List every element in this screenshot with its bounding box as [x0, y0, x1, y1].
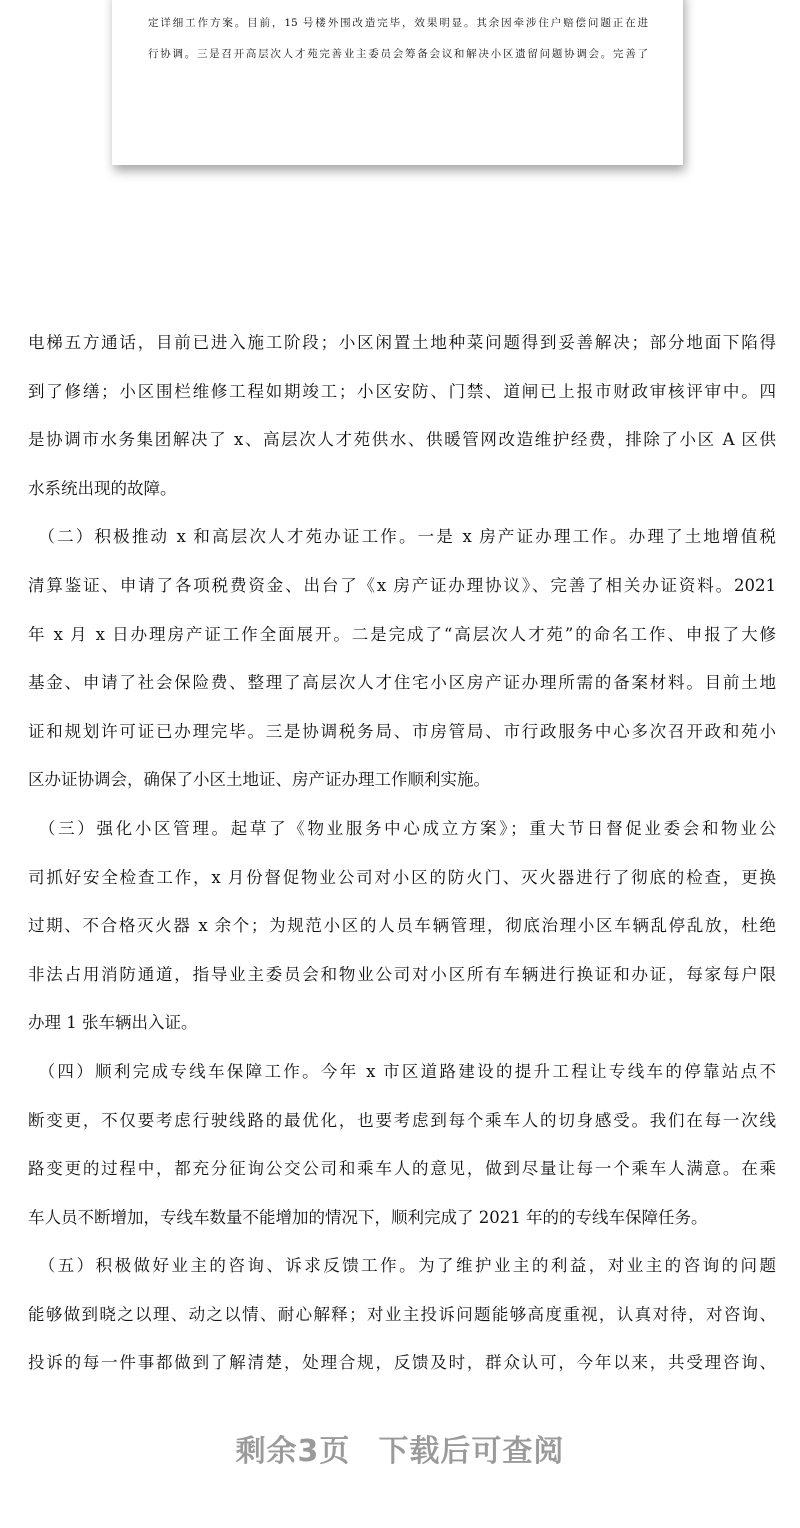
text-line: 年 x 月 x 日办理房产证工作全面展开。二是完成了“高层次人才苑”的命名工作、申报了大修 — [28, 624, 776, 644]
text-line: （五）积极做好业主的咨询、诉求反馈工作。为了维护业主的利益，对业主的咨询的问题 — [28, 1256, 776, 1276]
paragraph — [28, 805, 776, 1048]
preview-line: 行协调。三是召开高层次人才苑完善业主委员会筹备会议和解决小区遗留问题协调会。完善了 — [148, 48, 648, 60]
text-line: 水系统出现的故障。 — [28, 478, 177, 498]
text-line: 非法占用消防通道，指导业主委员会和物业公司对小区所有车辆进行换证和办证，每家每户限 — [28, 964, 776, 984]
text-line: （三）强化小区管理。起草了《物业服务中心成立方案》；重大节日督促业委会和物业公 — [28, 818, 776, 838]
text-line: 清算鉴证、申请了各项税费资金、出台了《x 房产证办理协议》、完善了相关办证资料。2021 — [28, 575, 776, 595]
preview-line: 定详细工作方案。目前，15 号楼外围改造完毕，效果明显。其余因牵涉住户赔偿问题正在进 — [148, 17, 648, 29]
text-line: 断变更，不仅要考虑行驶线路的最优化，也要考虑到每个乘车人的切身感受。我们在每一次线 — [28, 1110, 776, 1130]
text-line: 到了修缮；小区围栏维修工程如期竣工；小区安防、门禁、道闸已上报市财政审核评审中。四 — [28, 381, 776, 401]
text-line: 电梯五方通话，目前已进入施工阶段；小区闲置土地种菜问题得到妥善解决；部分地面下陷得 — [28, 333, 776, 352]
previous-page-preview — [112, 0, 683, 165]
text-line: 是协调市水务集团解决了 x、高层次人才苑供水、供暖管网改造维护经费，排除了小区 A 区供 — [28, 430, 776, 450]
text-line: 路变更的过程中，都充分征询公交公司和乘车人的意见，做到尽量让每一个乘车人满意。在乘 — [28, 1159, 776, 1179]
text-line: （四）顺利完成专线车保障工作。今年 x 市区道路建设的提升工程让专线车的停靠站点不 — [28, 1061, 776, 1081]
paragraph — [28, 513, 776, 805]
text-line: （二）积极推动 x 和高层次人才苑办证工作。一是 x 房产证办理工作。办理了土地增值税 — [28, 527, 776, 547]
text-line: 办理 1 张车辆出入证。 — [28, 1013, 198, 1033]
text-line: 车人员不断增加，专线车数量不能增加的情况下，顺利完成了 2021 年的的专线车保障任务。 — [28, 1207, 708, 1227]
text-line: 能够做到晓之以理、动之以情、耐心解释；对业主投诉问题能够高度重视，认真对待，对咨询、 — [28, 1304, 776, 1324]
paragraph — [28, 319, 776, 513]
download-prompt[interactable] — [0, 1426, 800, 1470]
text-line: 过期、不合格灭火器 x 余个；为规范小区的人员车辆管理，彻底治理小区车辆乱停乱放，杜绝 — [28, 916, 776, 936]
text-line: 司抓好安全检查工作，x 月份督促物业公司对小区的防火门、灭火器进行了彻底的检查，更换 — [28, 867, 776, 887]
text-line: 投诉的每一件事都做到了解清楚，处理合规，反馈及时，群众认可，今年以来，共受理咨询、 — [28, 1353, 776, 1373]
paragraph — [28, 1048, 776, 1242]
download-to-view-label: 下载后可查阅 — [378, 1434, 565, 1469]
text-line: 区办证协调会，确保了小区土地证、房产证办理工作顺利实施。 — [28, 770, 490, 790]
document-body — [28, 319, 776, 1388]
text-line: 基金、申请了社会保险费、整理了高层次人才住宅小区房产证办理所需的备案材料。目前土地 — [28, 673, 776, 693]
paragraph — [28, 1242, 776, 1388]
remaining-pages-label: 剩余3页 — [235, 1434, 351, 1469]
text-line: 证和规划许可证已办理完毕。三是协调税务局、市房管局、市行政服务中心多次召开政和苑小 — [28, 721, 776, 741]
